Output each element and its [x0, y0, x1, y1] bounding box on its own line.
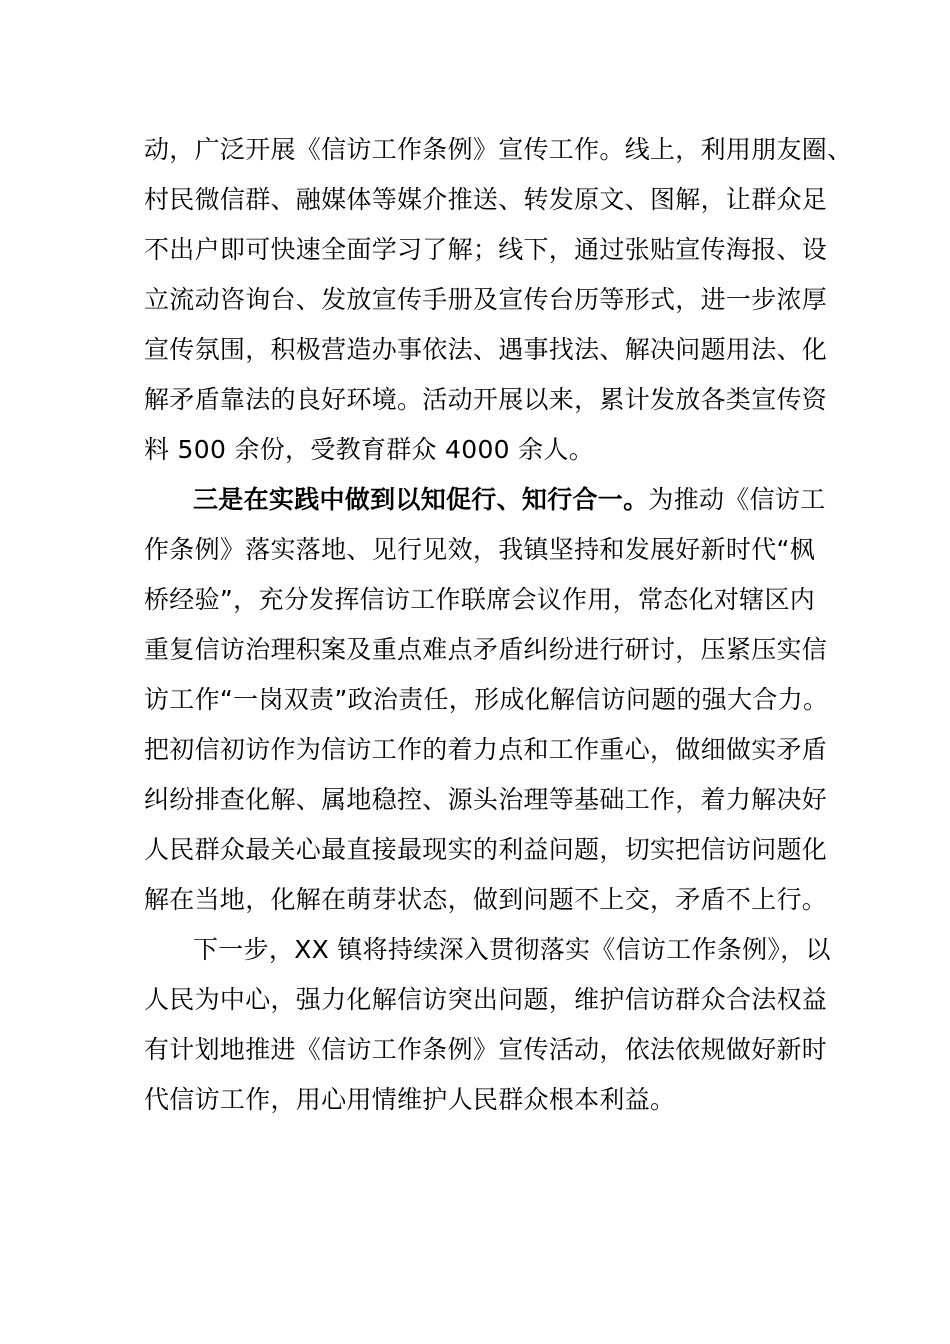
paragraph-line: 把初信初访作为信访工作的着力点和工作重心，做细做实矛盾 — [144, 735, 828, 764]
paragraph-line: 解矛盾靠法的良好环境。活动开展以来，累计发放各类宣传资 — [144, 385, 828, 414]
paragraph-line: 立流动咨询台、发放宣传手册及宣传台历等形式，进一步浓厚 — [144, 285, 828, 314]
paragraph-line: 访工作“一岗双责”政治责任，形成化解信访问题的强大合力。 — [144, 685, 829, 714]
paragraph-line: 纠纷排查化解、属地稳控、源头治理等基础工作，着力解决好 — [144, 785, 828, 814]
paragraph-line: 解在当地，化解在萌芽状态，做到问题不上交，矛盾不上行。 — [144, 885, 828, 914]
paragraph-line: 人民群众最关心最直接最现实的利益问题，切实把信访问题化 — [144, 835, 828, 864]
paragraph-line: 代信访工作，用心用情维护人民群众根本利益。 — [144, 1085, 676, 1114]
paragraph-line: 人民为中心，强力化解信访突出问题，维护信访群众合法权益 — [144, 985, 828, 1014]
paragraph-line: 下一步，XX 镇将持续深入贯彻落实《信访工作条例》，以 — [193, 935, 831, 964]
paragraph-first-line — [193, 483, 826, 517]
paragraph-line: 动，广泛开展《信访工作条例》宣传工作。线上，利用朋友圈、 — [144, 135, 853, 164]
paragraph-line: 有计划地推进《信访工作条例》宣传活动，依法依规做好新时 — [144, 1035, 828, 1064]
paragraph-line: 村民微信群、融媒体等媒介推送、转发原文、图解，让群众足 — [144, 185, 828, 214]
paragraph-line: 桥经验”，充分发挥信访工作联席会议作用，常态化对辖区内 — [144, 585, 816, 614]
paragraph-heading: 三是在实践中做到以知促行、知行合一。 — [193, 485, 649, 514]
paragraph-line: 作条例》落实落地、见行见效，我镇坚持和发展好新时代“枫 — [144, 535, 816, 564]
paragraph-line: 料 500 余份，受教育群众 4000 余人。 — [144, 435, 595, 464]
paragraph-line: 不出户即可快速全面学习了解；线下，通过张贴宣传海报、设 — [144, 235, 828, 264]
paragraph-line: 宣传氛围，积极营造办事依法、遇事找法、解决问题用法、化 — [144, 335, 828, 364]
paragraph-line-rest: 为推动《信访工 — [648, 485, 826, 514]
paragraph-line: 重复信访治理积案及重点难点矛盾纠纷进行研讨，压紧压实信 — [144, 635, 828, 664]
